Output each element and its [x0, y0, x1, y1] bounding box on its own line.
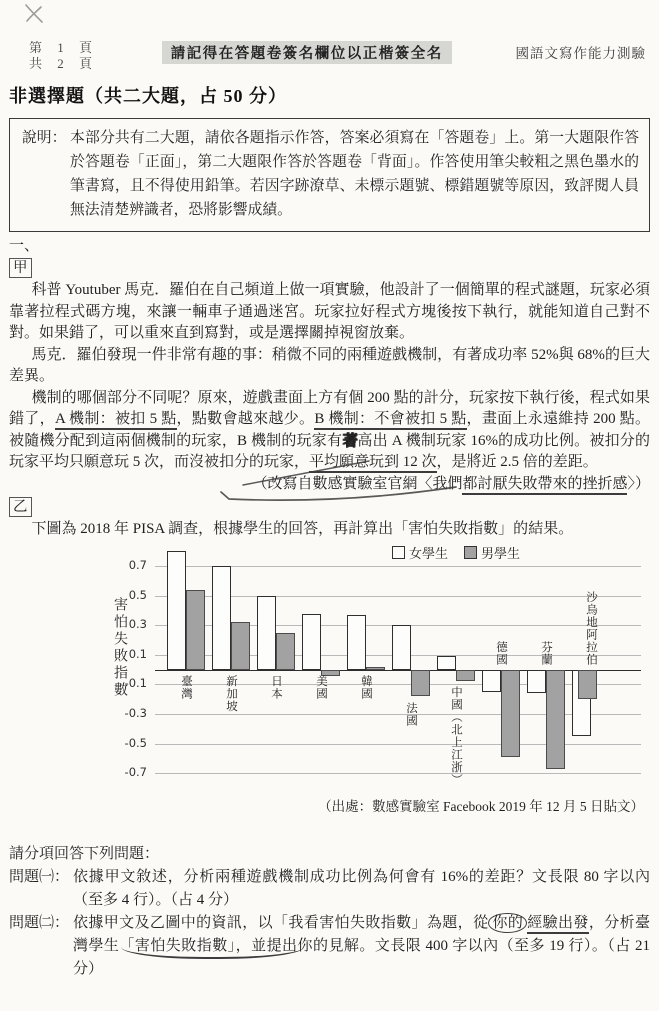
big-question-number: 一、: [9, 238, 40, 254]
text-run: ，並提出你的見解。文長限 400 字以內（至多 19 行）。（占 21 分）: [73, 937, 650, 977]
gridline: [155, 714, 641, 715]
bar-female-2: [257, 596, 276, 670]
annotated-text: 平均願意玩到 12 次: [309, 454, 437, 473]
text-run: ，畫面上永遠維持 200 點。被隨機分配到這兩個機制的玩家，B 機制的玩家有: [9, 411, 650, 449]
chart-category-label: 芬蘭: [540, 640, 552, 666]
annotated-text: B 機制：不會被扣 5 點: [314, 411, 466, 430]
text-run: 〉）: [627, 475, 650, 492]
chart-category-label: 法國: [405, 701, 417, 727]
legend-label: 男學生: [481, 545, 521, 561]
bar-female-8: [527, 670, 546, 694]
bar-male-7: [501, 670, 520, 757]
passage-a-paragraph-3: [9, 388, 650, 474]
exam-name: 國語文寫作能力測驗: [515, 46, 646, 61]
y-tick-label: -0.5: [124, 735, 147, 750]
chart-category-label: 沙烏地阿拉伯: [585, 590, 597, 666]
instructions-box: [9, 118, 650, 232]
bar-female-3: [302, 614, 321, 670]
page-number: [29, 40, 98, 72]
bar-female-7: [482, 670, 501, 692]
passage-a-attribution: [9, 474, 650, 496]
text-run: （改寫自數感實驗室官網〈我們: [252, 475, 463, 492]
chart-legend: [392, 543, 520, 562]
legend-item: [464, 543, 520, 562]
y-tick-label: -0.3: [124, 706, 147, 720]
signing-notice: 請記得在答題卷簽名欄位以正楷簽全名: [162, 41, 452, 64]
annotated-text: 你的: [488, 913, 527, 933]
annotated-text: 著: [342, 432, 358, 449]
bar-male-6: [456, 670, 475, 682]
y-tick-label: 0.3: [128, 617, 147, 632]
text-run: 高出 A 機制玩家 16%的成功比例。被扣分的玩家平均只願意玩 5 次，而沒被扣分的玩家，: [9, 432, 650, 470]
bar-female-4: [347, 615, 366, 670]
passage-b-intro: 下圖為 2018 年 PISA 調查，根據學生的回答，再計算出「害怕失敗指數」的結果。: [31, 521, 574, 537]
y-tick-label: 0.7: [128, 558, 147, 573]
annotated-text: A 機制：被扣 5 點: [55, 411, 177, 430]
legend-item: [392, 543, 448, 562]
annotated-text: 都討厭失敗帶來的挫折感: [462, 476, 627, 495]
bar-male-5: [411, 670, 430, 697]
y-tick-label: -0.7: [124, 765, 147, 780]
questions-prompt: 請分項回答下列問題：: [9, 845, 160, 862]
chart-category-label: 新加坡: [225, 674, 237, 713]
section-title: 非選擇題（共二大題，占 50 分）: [9, 86, 287, 106]
text-run: 機制的哪個部分不同呢？原來，遊戲畫面上方有個 200 點的計分，玩家按下執行後，程式如果錯了，: [9, 389, 650, 427]
legend-swatch: [464, 546, 477, 559]
x-axis-line: [155, 670, 641, 671]
question-1: [9, 866, 650, 912]
page-header: [9, 40, 650, 72]
bar-male-0: [186, 590, 205, 670]
text-run: ，點數會越來越少。: [176, 411, 315, 427]
y-tick-label: -0.1: [124, 676, 147, 691]
bar-female-6: [437, 656, 456, 669]
y-tick-label: 0.1: [128, 646, 147, 661]
passage-a-paragraph-1: 科普 Youtuber 馬克．羅伯在自己頻道上做一項實驗，他設計了一個簡單的程式謎題，玩家必須靠著拉程式碼方塊，來讓一輛車子通過迷宮。玩家拉好程式方塊後按下執行，就能知道自己對不對。如果錯了，可以重來直到寫對，或是選擇關掉視窗放棄。: [9, 282, 650, 341]
legend-swatch: [392, 546, 405, 559]
question-2: [9, 912, 650, 981]
chart-source: （出處：數感實驗室 Facebook 2019 年 12 月 5 日貼文）: [318, 798, 644, 814]
legend-label: 女學生: [409, 545, 449, 561]
chart-category-label: 韓國: [360, 674, 372, 700]
chart-category-label: 日本: [270, 674, 282, 700]
instructions-text: 本部分共有二大題，請依各題指示作答，答案必須寫在「答題卷」上。第一大題限作答於答題卷「正面」，第二大題限作答於答題卷「背面」。作答使用筆尖較粗之黑色墨水的筆書寫，且不得使用鉛筆。若因字跡潦草、未標示題號、標錯題號等原因，致評閱人員無法清楚辨識者，恐將影響成績。: [70, 130, 639, 218]
chart-category-label: 美國: [315, 674, 327, 700]
bar-male-9: [578, 670, 597, 700]
chart-y-axis-label: 害怕失敗指數: [112, 596, 127, 699]
instructions-label: 說明：: [22, 130, 67, 146]
question-2-label: 問題㈡：: [9, 914, 70, 931]
gridline: [155, 773, 641, 774]
bar-male-8: [546, 670, 565, 769]
chart-category-label: 德國: [495, 640, 507, 666]
page-number-line2: 共 2 頁: [29, 56, 99, 71]
chart-category-label: 臺灣: [180, 674, 192, 700]
bar-female-1: [212, 566, 231, 669]
page-number-line1: 第 1 頁: [29, 40, 99, 55]
passage-a-tag: 甲: [9, 258, 32, 278]
pisa-chart: [97, 543, 645, 791]
question-1-text: [73, 866, 650, 912]
annotated-text: 經驗出發: [527, 915, 589, 934]
y-tick-label: 0.5: [128, 587, 147, 602]
text-run: ，分析臺灣學生: [73, 914, 650, 954]
text-run: 依據甲文及乙圖中的資訊，以「我看害怕失敗指數」為題，從: [73, 914, 489, 931]
bar-male-1: [231, 622, 250, 669]
passage-a-paragraph-2: 馬克．羅伯發現一件非常有趣的事：稍微不同的兩種遊戲機制，有著成功率 52%與 68%的巨大差異。: [9, 346, 650, 384]
pen-corner-scribble: [26, 5, 42, 22]
bar-male-4: [366, 667, 385, 670]
bar-female-0: [167, 551, 186, 669]
bar-female-5: [392, 625, 411, 669]
annotated-text: 「害怕失敗指數」: [119, 937, 236, 954]
text-run: 依據甲文敘述，分析兩種遊戲機制成功比例為何會有 16%的差距？文長限 80 字以內（至多 4 行）。（占 4 分）: [73, 868, 650, 908]
question-1-label: 問題㈠：: [9, 868, 70, 885]
chart-category-label: 中國（北上江浙）: [450, 685, 462, 786]
question-2-text: [73, 912, 650, 981]
gridline: [155, 744, 641, 745]
bar-male-2: [276, 633, 295, 670]
text-run: ，是將近 2.5 倍的差距。: [436, 454, 598, 470]
passage-b-tag: 乙: [9, 497, 32, 517]
